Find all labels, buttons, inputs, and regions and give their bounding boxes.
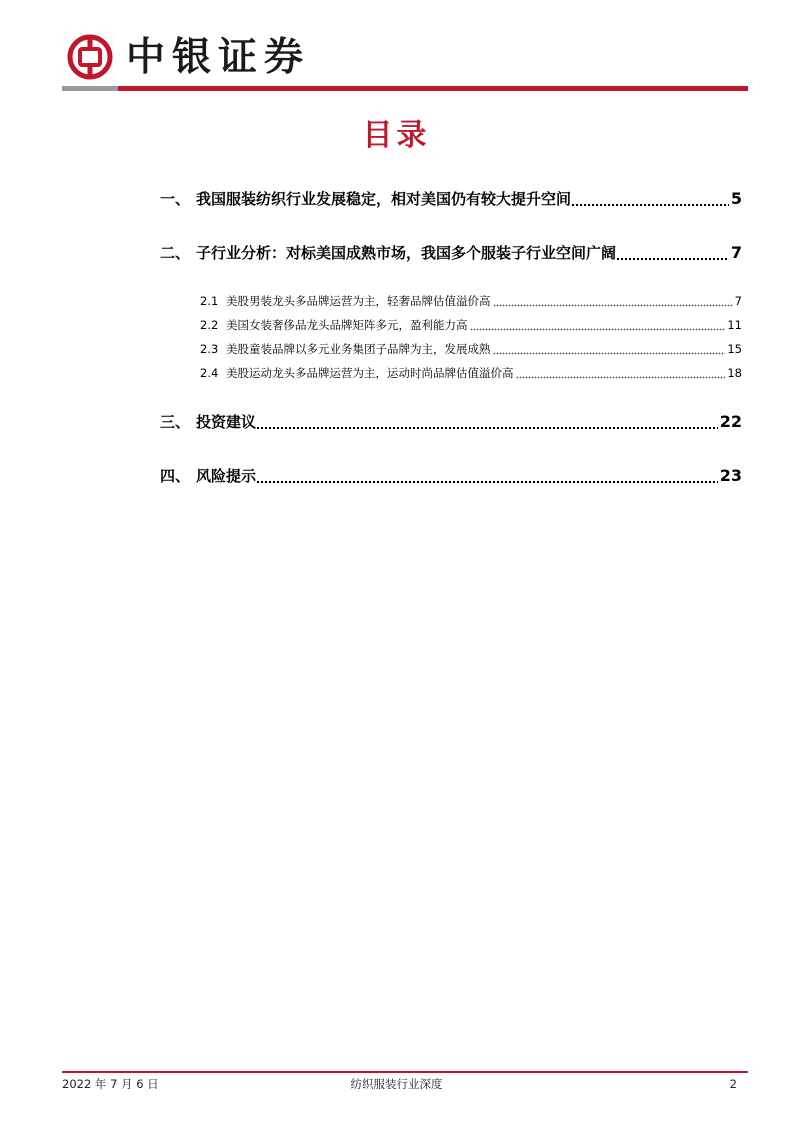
toc-entry-page: 11 [727, 318, 742, 332]
footer-divider [62, 1071, 748, 1073]
toc-leader-dots [470, 317, 726, 333]
toc-entry-2-3[interactable] [200, 341, 742, 357]
toc-entry-page: 5 [730, 189, 742, 208]
toc-entry-number: 三、 [160, 413, 191, 431]
brand-name: 中银证券 [126, 34, 311, 80]
bank-of-china-logo-icon [67, 34, 113, 80]
toc-entry-text: 我国服装纺织行业发展稳定，相对美国仍有较大提升空间 [196, 190, 572, 208]
toc-entry-1[interactable] [160, 188, 742, 210]
toc-entry-page: 22 [719, 412, 742, 431]
toc-leader-dots [571, 188, 729, 210]
toc-entry-4[interactable] [160, 465, 742, 487]
toc-entry-number: 2.3 [200, 342, 219, 356]
toc-entry-page: 15 [727, 342, 742, 356]
footer-date: 2022 年 7 月 6 日 [62, 1077, 159, 1091]
toc-entry-2-4[interactable] [200, 365, 742, 381]
toc-entry-text: 子行业分析：对标美国成熟市场，我国多个服装子行业空间广阔 [196, 244, 617, 262]
toc-entry-number: 一、 [160, 190, 191, 208]
toc-entry-page: 7 [734, 294, 742, 308]
footer-report-name: 纺织服装行业深度 [350, 1077, 443, 1091]
toc-entry-page: 7 [730, 243, 742, 262]
toc-leader-dots [493, 341, 726, 357]
toc-entry-2-2[interactable] [200, 317, 742, 333]
toc-entry-2-1[interactable] [200, 293, 742, 309]
header-divider [62, 86, 748, 91]
toc-leader-dots [256, 465, 718, 487]
toc-entry-page: 23 [719, 466, 742, 485]
toc-entry-number: 二、 [160, 244, 191, 262]
footer-page-number: 2 [729, 1077, 737, 1091]
toc-entry-page: 18 [727, 366, 742, 380]
toc-leader-dots [493, 293, 733, 309]
toc-entry-number: 2.2 [200, 318, 219, 332]
page-header [62, 30, 748, 92]
toc-title: 目录 [362, 118, 431, 153]
toc-entry-2[interactable] [160, 242, 742, 264]
toc-entry-3[interactable] [160, 411, 742, 433]
toc-leader-dots [256, 411, 718, 433]
toc-entry-text: 美国女装奢侈品龙头品牌矩阵多元，盈利能力高 [226, 318, 468, 332]
toc-entry-text: 美股运动龙头多品牌运营为主，运动时尚品牌估值溢价高 [226, 366, 514, 380]
toc-entry-number: 四、 [160, 467, 191, 485]
toc-leader-dots [616, 242, 729, 264]
toc-entry-number: 2.4 [200, 366, 219, 380]
toc-entry-text: 风险提示 [196, 467, 257, 485]
toc-entry-number: 2.1 [200, 294, 219, 308]
toc-leader-dots [516, 365, 726, 381]
toc-entry-text: 美股童装品牌以多元业务集团子品牌为主，发展成熟 [226, 342, 491, 356]
toc-entry-text: 投资建议 [196, 413, 257, 431]
toc-entry-text: 美股男装龙头多品牌运营为主，轻奢品牌估值溢价高 [226, 294, 491, 308]
header-divider-accent [62, 86, 118, 91]
